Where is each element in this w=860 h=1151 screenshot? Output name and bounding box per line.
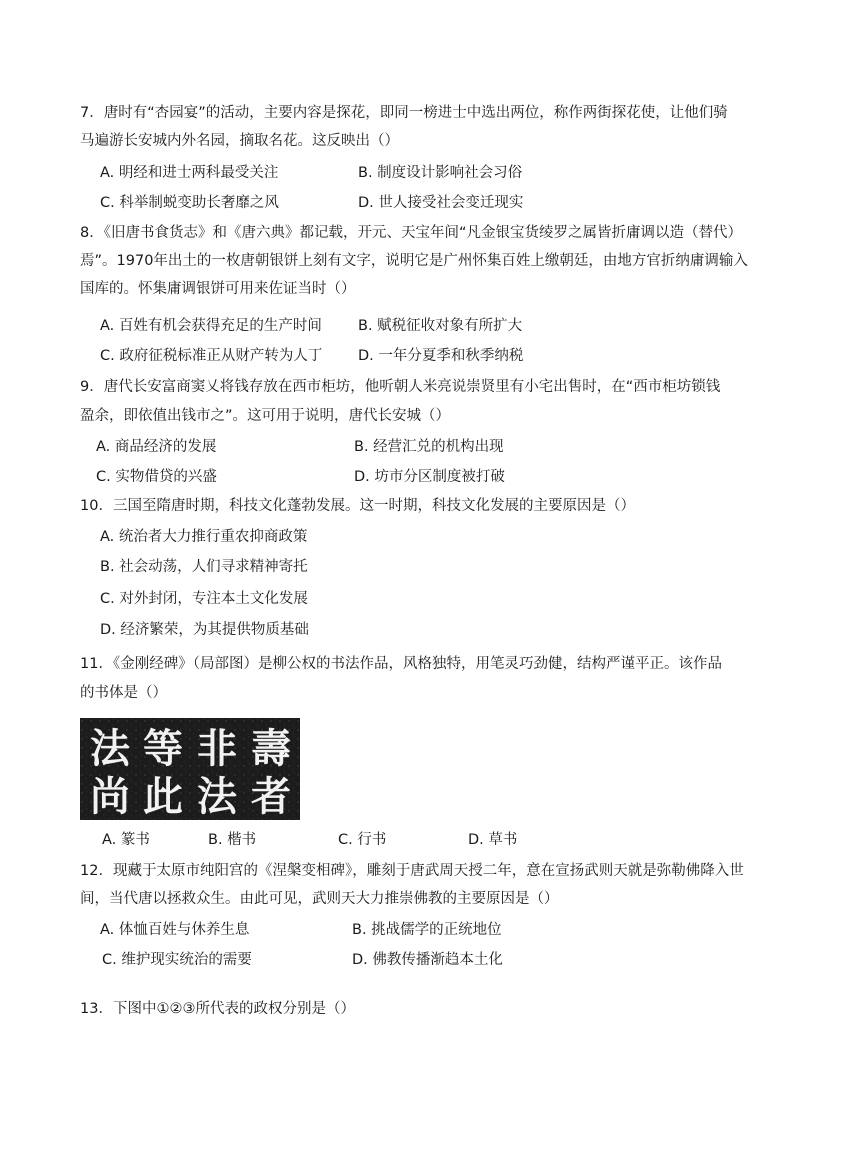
q11-option-a: A. 篆书	[102, 832, 150, 848]
q8-stem-line-3: 国库的。怀集庸调银饼可用来佐证当时（）	[80, 281, 356, 297]
q11-option-b: B. 楷书	[208, 832, 257, 848]
rubbing-char: 等	[143, 725, 183, 772]
q9-stem-line-2: 盈余，即依值出钱市之”。这可用于说明，唐代长安城（）	[80, 408, 451, 424]
q11-option-c: C. 行书	[338, 832, 387, 848]
q12-option-d: D. 佛教传播渐趋本土化	[352, 952, 503, 968]
rubbing-char: 非	[197, 725, 237, 772]
q9-option-b: B. 经营汇兑的机构出现	[354, 439, 504, 455]
q12-stem-line-1: 12．现藏于太原市纯阳宫的《涅槃变相碑》，雕刻于唐武周天授二年，意在宣扬武则天就是弥勒佛降入世	[80, 863, 744, 879]
rubbing-svg	[80, 718, 300, 820]
q8-stem-line-1: 8．《旧唐书食货志》和《唐六典》都记载，开元、天宝年间“凡金银宝货绫罗之属皆折庸调以造（替代）	[80, 225, 742, 241]
q13-stem-line-1: 13．下图中①②③所代表的政权分别是（）	[80, 1001, 355, 1017]
q7-option-c: C. 科举制蜕变助长奢靡之风	[100, 195, 279, 211]
rubbing-char: 此	[143, 773, 183, 820]
q9-stem-line-1: 9．唐代长安富商窦乂将钱存放在西市柜坊，他听朝人米亮说崇贤里有小宅出售时，在“西市柜坊锁钱	[80, 379, 721, 395]
q9-option-a: A. 商品经济的发展	[96, 439, 217, 455]
q10-option-a: A. 统治者大力推行重农抑商政策	[100, 529, 308, 545]
q10-option-c: C. 对外封闭，专注本土文化发展	[100, 591, 308, 607]
q9-option-c: C. 实物借贷的兴盛	[96, 469, 217, 485]
q12-stem-line-2: 间，当代唐以拯救众生。由此可见，武则天大力推崇佛教的主要原因是（）	[80, 891, 559, 907]
q8-option-a: A. 百姓有机会获得充足的生产时间	[100, 318, 322, 334]
rubbing-char: 壽	[251, 725, 291, 772]
q10-stem-line-1: 10．三国至隋唐时期，科技文化蓬勃发展。这一时期，科技文化发展的主要原因是（）	[80, 498, 635, 514]
rubbing-char: 法	[197, 773, 237, 820]
q11-option-d: D. 草书	[468, 832, 518, 848]
q12-option-b: B. 挑战儒学的正统地位	[352, 922, 502, 938]
q10-option-b: B. 社会动荡，人们寻求精神寄托	[100, 559, 308, 575]
rubbing-char: 者	[251, 773, 291, 820]
rubbing-char: 法	[90, 725, 130, 772]
q10-option-d: D. 经济繁荣，为其提供物质基础	[100, 622, 309, 638]
q7-option-d: D. 世人接受社会变迁现实	[358, 195, 524, 211]
q8-option-d: D. 一年分夏季和秋季纳税	[358, 348, 524, 364]
q8-stem-line-2: 焉”。1970年出土的一枚唐朝银饼上刻有文字，说明它是广州怀集百姓上缴朝廷，由地方官折纳庸调输入	[80, 253, 748, 269]
q12-option-a: A. 体恤百姓与休养生息	[100, 922, 250, 938]
q7-option-b: B. 制度设计影响社会习俗	[358, 165, 523, 181]
q11-stem-line-2: 的书体是（）	[80, 685, 167, 701]
q8-option-c: C. 政府征税标准正从财产转为人丁	[100, 348, 323, 364]
q12-option-c: C. 维护现实统治的需要	[102, 952, 252, 968]
calligraphy-rubbing-image	[80, 718, 300, 820]
q7-stem-line-1: 7．唐时有“杏园宴”的活动，主要内容是探花，即同一榜进士中选出两位，称作两街探花使，让他们骑	[80, 105, 728, 121]
q9-option-d: D. 坊市分区制度被打破	[354, 469, 505, 485]
q8-option-b: B. 赋税征收对象有所扩大	[358, 318, 523, 334]
q7-stem-line-2: 马遍游长安城内外名园，摘取名花。这反映出（）	[80, 133, 399, 149]
rubbing-char: 尚	[90, 773, 130, 820]
q11-stem-line-1: 11．《金刚经碑》（局部图）是柳公权的书法作品，风格独特，用笔灵巧劲健，结构严谨平正。该作品	[80, 656, 722, 672]
q7-option-a: A. 明经和进士两科最受关注	[100, 165, 279, 181]
